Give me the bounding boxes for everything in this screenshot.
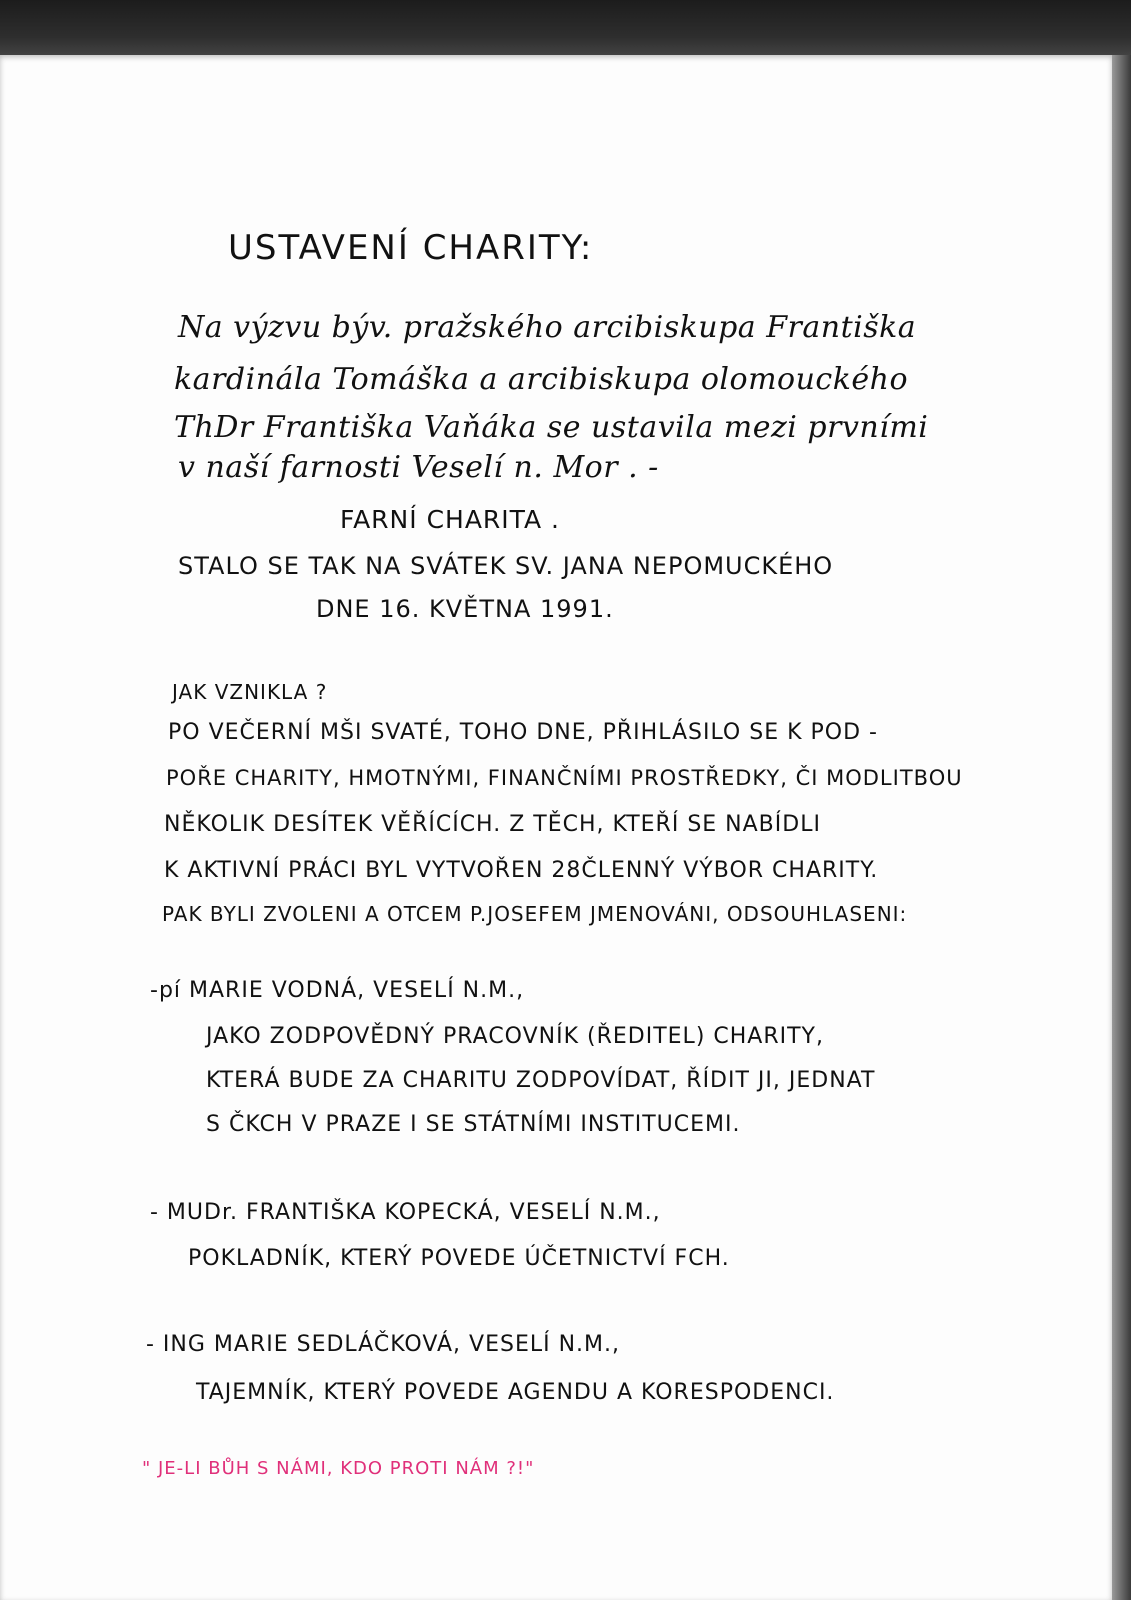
- date-line-2: DNE 16. KVĚTNA 1991.: [316, 595, 614, 623]
- origin-line-1: PO VEČERNÍ MŠI SVATÉ, TOHO DNE, PŘIHLÁSILO SE K POD -: [168, 720, 878, 745]
- page-heading: USTAVENÍ CHARITY:: [228, 228, 594, 268]
- member-1-role-line-3: S ČKCH V PRAZE I SE STÁTNÍMI INSTITUCEMI.: [206, 1112, 741, 1137]
- member-3-name: - ING MARIE SEDLÁČKOVÁ, VESELÍ N.M.,: [146, 1332, 621, 1357]
- member-3-role-line-1: TAJEMNÍK, KTERÝ POVEDE AGENDU A KORESPODENCI.: [196, 1380, 835, 1405]
- section-subheading: JAK VZNIKLA ?: [172, 680, 328, 704]
- farni-charita-title: FARNÍ CHARITA .: [340, 505, 561, 534]
- member-1-name: -pí MARIE VODNÁ, VESELÍ N.M.,: [150, 978, 525, 1003]
- origin-line-5: PAK BYLI ZVOLENI A OTCEM P.JOSEFEM JMENOVÁNI, ODSOUHLASENI:: [162, 902, 908, 926]
- origin-line-3: NĚKOLIK DESÍTEK VĚŘÍCÍCH. Z TĚCH, KTEŘÍ SE NABÍDLI: [164, 812, 821, 837]
- origin-line-4: K AKTIVNÍ PRÁCI BYL VYTVOŘEN 28ČLENNÝ VÝBOR CHARITY.: [164, 858, 879, 883]
- member-1-role-line-2: KTERÁ BUDE ZA CHARITU ZODPOVÍDAT, ŘÍDIT JI, JEDNAT: [206, 1068, 876, 1093]
- cursive-line-4: v naší farnosti Veselí n. Mor . -: [178, 450, 659, 485]
- cursive-line-3: ThDr Františka Vaňáka se ustavila mezi prvními: [174, 410, 929, 445]
- member-1-role-line-1: JAKO ZODPOVĚDNÝ PRACOVNÍK (ŘEDITEL) CHARITY,: [206, 1024, 824, 1049]
- cursive-line-1: Na výzvu býv. pražského arcibiskupa Františka: [178, 310, 917, 345]
- motto-quote: " JE-LI BŮH S NÁMI, KDO PROTI NÁM ?!": [142, 1458, 535, 1479]
- scan-background: [0, 0, 1131, 62]
- member-2-name: - MUDr. FRANTIŠKA KOPECKÁ, VESELÍ N.M.,: [150, 1200, 661, 1225]
- scan-right-edge: [1112, 55, 1131, 1600]
- member-2-role-line-1: POKLADNÍK, KTERÝ POVEDE ÚČETNICTVÍ FCH.: [188, 1246, 730, 1271]
- cursive-line-2: kardinála Tomáška a arcibiskupa olomouckého: [174, 362, 909, 397]
- date-line-1: STALO SE TAK NA SVÁTEK SV. JANA NEPOMUCKÉHO: [178, 552, 834, 580]
- origin-line-2: POŘE CHARITY, HMOTNÝMI, FINANČNÍMI PROSTŘEDKY, ČI MODLITBOU: [166, 766, 963, 790]
